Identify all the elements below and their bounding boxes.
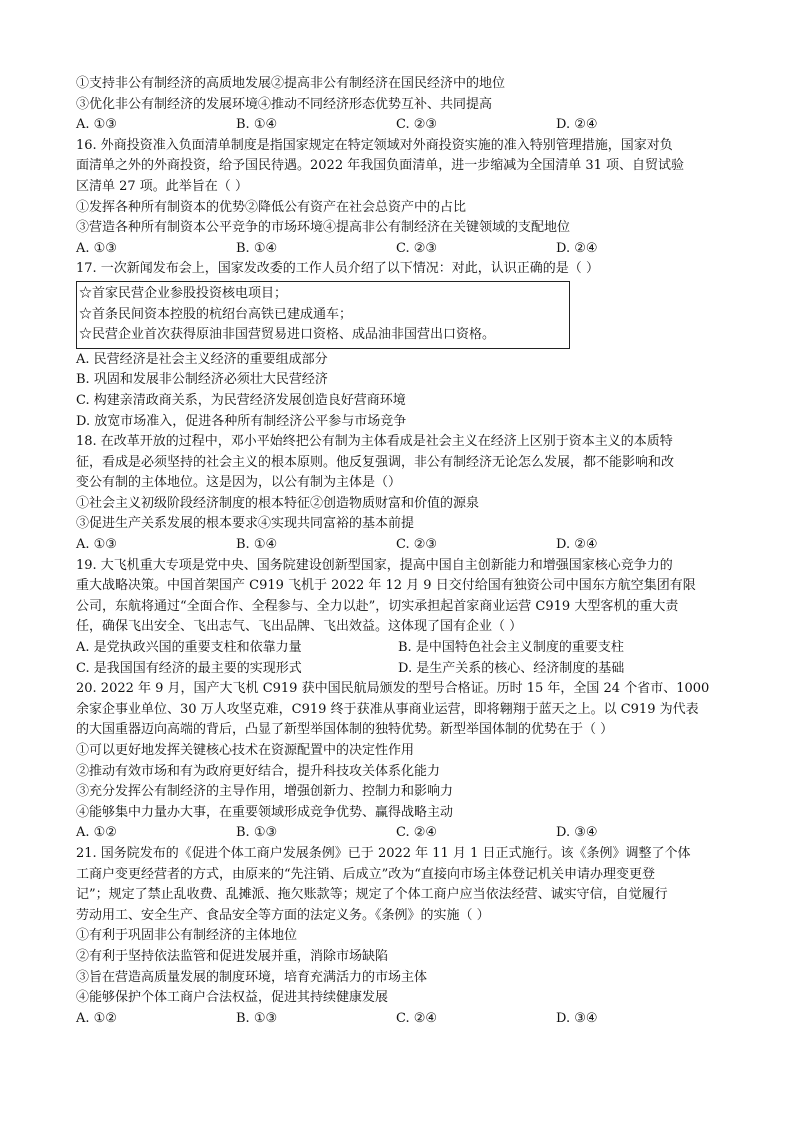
text-line: 重大战略决策。中国首架国产 C919 飞机于 2022 年 12 月 9 日交付给国有独资公司中国东方航空集团有限 [76,578,696,594]
text-line: 区清单 27 项。此举旨在（ ） [76,178,248,194]
answer-option: A. ①② [76,825,117,841]
text-line: 的大国重器迈向高端的背后，凸显了新型举国体制的独特优势。新型举国体制的优势在于（ ） [76,722,614,738]
answer-option: D. ③④ [556,1010,598,1026]
answer-options [76,823,726,844]
text-line: ④能够集中力量办大事，在重要领域形成竞争优势、赢得战略主动 [76,804,454,820]
exam-page [76,74,726,1029]
info-box-line: ☆首条民间资本控股的杭绍台高铁已建成通车； [79,306,353,322]
text-line: 20. 2022 年 9 月，国产大飞机 C919 获中国民航局颁发的型号合格证。历时 15 年，全国 24 个省市、1000 [76,681,710,697]
text-line: 19. 大飞机重大专项是党中央、国务院建设创新型国家，提高中国自主创新能力和增强国家核心竞争力的 [76,557,673,573]
text-line: 16. 外商投资准入负面清单制度是指国家规定在特定领域对外商投资实施的准入特别管理措施，国家对负 [76,137,673,153]
text-line: 公司，东航将通过“全面合作、全程参与、全力以赴”，切实承担起首家商业运营 C919 大型客机的重大责 [76,598,679,614]
answer-option: D. ②④ [556,240,598,256]
answer-option: B. 是中国特色社会主义制度的重要支柱 [398,640,624,656]
text-line: B. 巩固和发展非公制经济必须壮大民营经济 [76,372,328,388]
text-line: 任，确保飞出安全、飞出志气、飞出品牌、飞出效益。这体现了国有企业（ ） [76,619,523,635]
text-line: 余家企事业单位、30 万人攻坚克难，C919 终于获准从事商业运营，即将翱翔于蓝天之上。以 C919 为代表 [76,701,699,717]
text-line: 劳动用工、安全生产、食品安全等方面的法定义务。《条例》的实施（ ） [76,907,490,923]
answer-option: B. ①④ [236,117,278,133]
answer-option: C. ②③ [396,537,438,553]
text-line: ①可以更好地发挥关键核心技术在资源配置中的决定性作用 [76,743,415,758]
text-line: ②推动有效市场和有为政府更好结合，提升科技攻关体系化能力 [76,763,441,779]
text-line: 18. 在改革开放的过程中，邓小平始终把公有制为主体看成是社会主义在经济上区别于资本主义的本质特 [76,434,673,450]
answer-options [76,115,726,136]
answer-options [76,1009,726,1030]
text-line: 17. 一次新闻发布会上，国家发改委的工作人员介绍了以下情况：对此，认识正确的是（ ） [76,261,599,277]
answer-option: A. ①③ [76,117,117,133]
text-line: 变公有制的主体地位。这是因为，以公有制为主体是（） [76,475,402,491]
answer-option: C. 是我国国有经济的最主要的实现形式 [76,660,302,676]
text-line: ③旨在营造高质量发展的制度环境，培育充满活力的市场主体 [76,969,428,985]
answer-option: D. ②④ [556,117,598,133]
answer-option: A. ①③ [76,240,117,256]
text-line: 征，看成是必须坚持的社会主义的根本原则。他反复强调，非公有制经济无论怎么发展，都不能影响和改 [76,454,675,470]
text-line: ③优化非公有制经济的发展环境④推动不同经济形态优势互补、共同提高 [76,96,493,112]
text-line: ③充分发挥公有制经济的主导作用，增强创新力、控制力和影响力 [76,784,454,800]
text-line: ④能够保护个体工商户合法权益，促进其持续健康发展 [76,990,389,1006]
text-line: 工商户变更经营者的方式，由原来的“先注销、后成立”改为“直接向市场主体登记机关申请办理变更登 [76,866,655,882]
answer-option: A. ①② [76,1010,117,1026]
text-line: ①社会主义初级阶段经济制度的根本特征②创造物质财富和价值的源泉 [76,495,480,511]
answer-option: B. ①③ [236,825,278,841]
answer-option: A. ①③ [76,537,117,553]
answer-option: C. ②③ [396,240,438,256]
text-line: ①支持非公有制经济的高质地发展②提高非公有制经济在国民经济中的地位 [76,76,506,91]
text-line: ③营造各种所有制资本公平竞争的市场环境④提高非公有制经济在关键领域的支配地位 [76,220,571,236]
answer-option: A. 是党执政兴国的重要支柱和依靠力量 [76,640,302,656]
answer-option: B. ①③ [236,1010,278,1026]
answer-option: D. ②④ [556,537,598,553]
text-line: C. 构建亲清政商关系，为民营经济发展创造良好营商环境 [76,392,406,408]
info-box-line: ☆民营企业首次获得原油非国营贸易进口资格、成品油非国营出口资格。 [79,327,496,343]
answer-option: D. ③④ [556,825,598,841]
answer-options [76,659,726,680]
answer-option: C. ②③ [396,117,438,133]
answer-option: C. ②④ [396,825,438,841]
text-line: ③促进生产关系发展的根本要求④实现共同富裕的基本前提 [76,516,415,532]
answer-options [76,535,726,556]
info-box-line: ☆首家民营企业参股投资核电项目； [79,285,288,301]
answer-option: C. ②④ [396,1010,438,1026]
text-line: ①发挥各种所有制资本的优势②降低公有资产在社会总资产中的占比 [76,199,467,215]
answer-option: B. ①④ [236,240,278,256]
answer-options [76,638,726,659]
text-line: ①有利于巩固非公有制经济的主体地位 [76,928,298,944]
text-line: ②有利于坚持依法监管和促进发展并重，消除市场缺陷 [76,948,389,964]
text-line: A. 民营经济是社会主义经济的重要组成部分 [76,351,328,367]
info-box [76,281,570,349]
answer-options [76,239,726,260]
text-line: 21. 国务院发布的《促进个体工商户发展条例》已于 2022 年 11 月 1 日正式施行。该《条例》调整了个体 [76,845,691,861]
answer-option: D. 是生产关系的核心、经济制度的基础 [398,660,625,676]
answer-option: B. ①④ [236,537,278,553]
text-line: D. 放宽市场准入，促进各种所有制经济公平参与市场竞争 [76,413,407,429]
text-line: 记”；规定了禁止乱收费、乱摊派、拖欠账款等；规定了个体工商户应当依法经营、诚实守信，自觉履行 [76,887,668,903]
text-line: 面清单之外的外商投资，给予国民待遇。2022 年我国负面清单，进一步缩减为全国清单 31 项、自贸试验 [76,158,685,174]
